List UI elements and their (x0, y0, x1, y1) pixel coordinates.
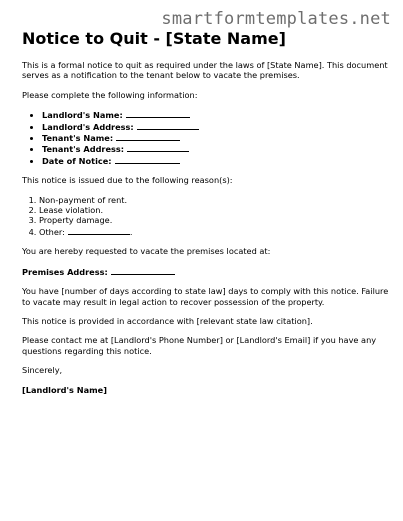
blank-line[interactable] (68, 226, 130, 235)
field-tenant-name (42, 132, 390, 143)
field-label: Tenant's Address: (42, 144, 125, 155)
reason-item: 3. Property damage. (39, 215, 390, 225)
premises-label: Premises Address: (22, 266, 108, 277)
contact-paragraph: Please contact me at [Landlord's Phone Number] or [Landlord's Email] if you have any questions regarding this notice. (22, 335, 377, 356)
field-date-of-notice (42, 155, 390, 166)
law-paragraph: This notice is provided in accordance with [relevant state law citation]. (22, 315, 313, 326)
closing-line: Sincerely, (22, 365, 63, 376)
reason-item-other: 4. Other: . (39, 226, 390, 237)
field-label: Tenant's Name: (42, 133, 114, 144)
vacate-paragraph: You are hereby requested to vacate the premises located at: (22, 246, 271, 257)
field-label: Landlord's Name: (42, 110, 123, 121)
blank-line[interactable] (116, 132, 180, 141)
document-title: Notice to Quit - [State Name] (22, 29, 286, 48)
info-fields-list (22, 109, 390, 166)
complete-prompt: Please complete the following information: (22, 89, 198, 100)
intro-paragraph: This is a formal notice to quit as required under the laws of [State Name]. This document serves as a notification to the tenant below to vacate the premises. (22, 60, 388, 81)
field-landlord-name (42, 109, 390, 120)
field-label: Date of Notice: (42, 155, 112, 166)
premises-address-line (22, 266, 390, 277)
blank-line[interactable] (137, 121, 199, 130)
field-label: Landlord's Address: (42, 121, 134, 132)
reason-label: Other: (39, 226, 65, 237)
reasons-list (22, 195, 390, 238)
notice-document (22, 29, 390, 404)
signature-line: [Landlord's Name] (22, 384, 107, 395)
reasons-intro: This notice is issued due to the following reason(s): (22, 175, 233, 186)
blank-line[interactable] (111, 266, 175, 275)
days-paragraph: You have [number of days according to state law] days to comply with this notice. Failure to vacate may result in legal action to recover possession of the property. (22, 286, 389, 307)
blank-line[interactable] (126, 109, 190, 118)
blank-line[interactable] (127, 143, 189, 152)
field-landlord-address (42, 121, 390, 132)
site-watermark: smartformtemplates.net (161, 9, 391, 29)
blank-line[interactable] (115, 155, 180, 164)
reason-item: 1. Non-payment of rent. (39, 195, 390, 205)
field-tenant-address (42, 143, 390, 154)
reason-item: 2. Lease violation. (39, 205, 390, 215)
